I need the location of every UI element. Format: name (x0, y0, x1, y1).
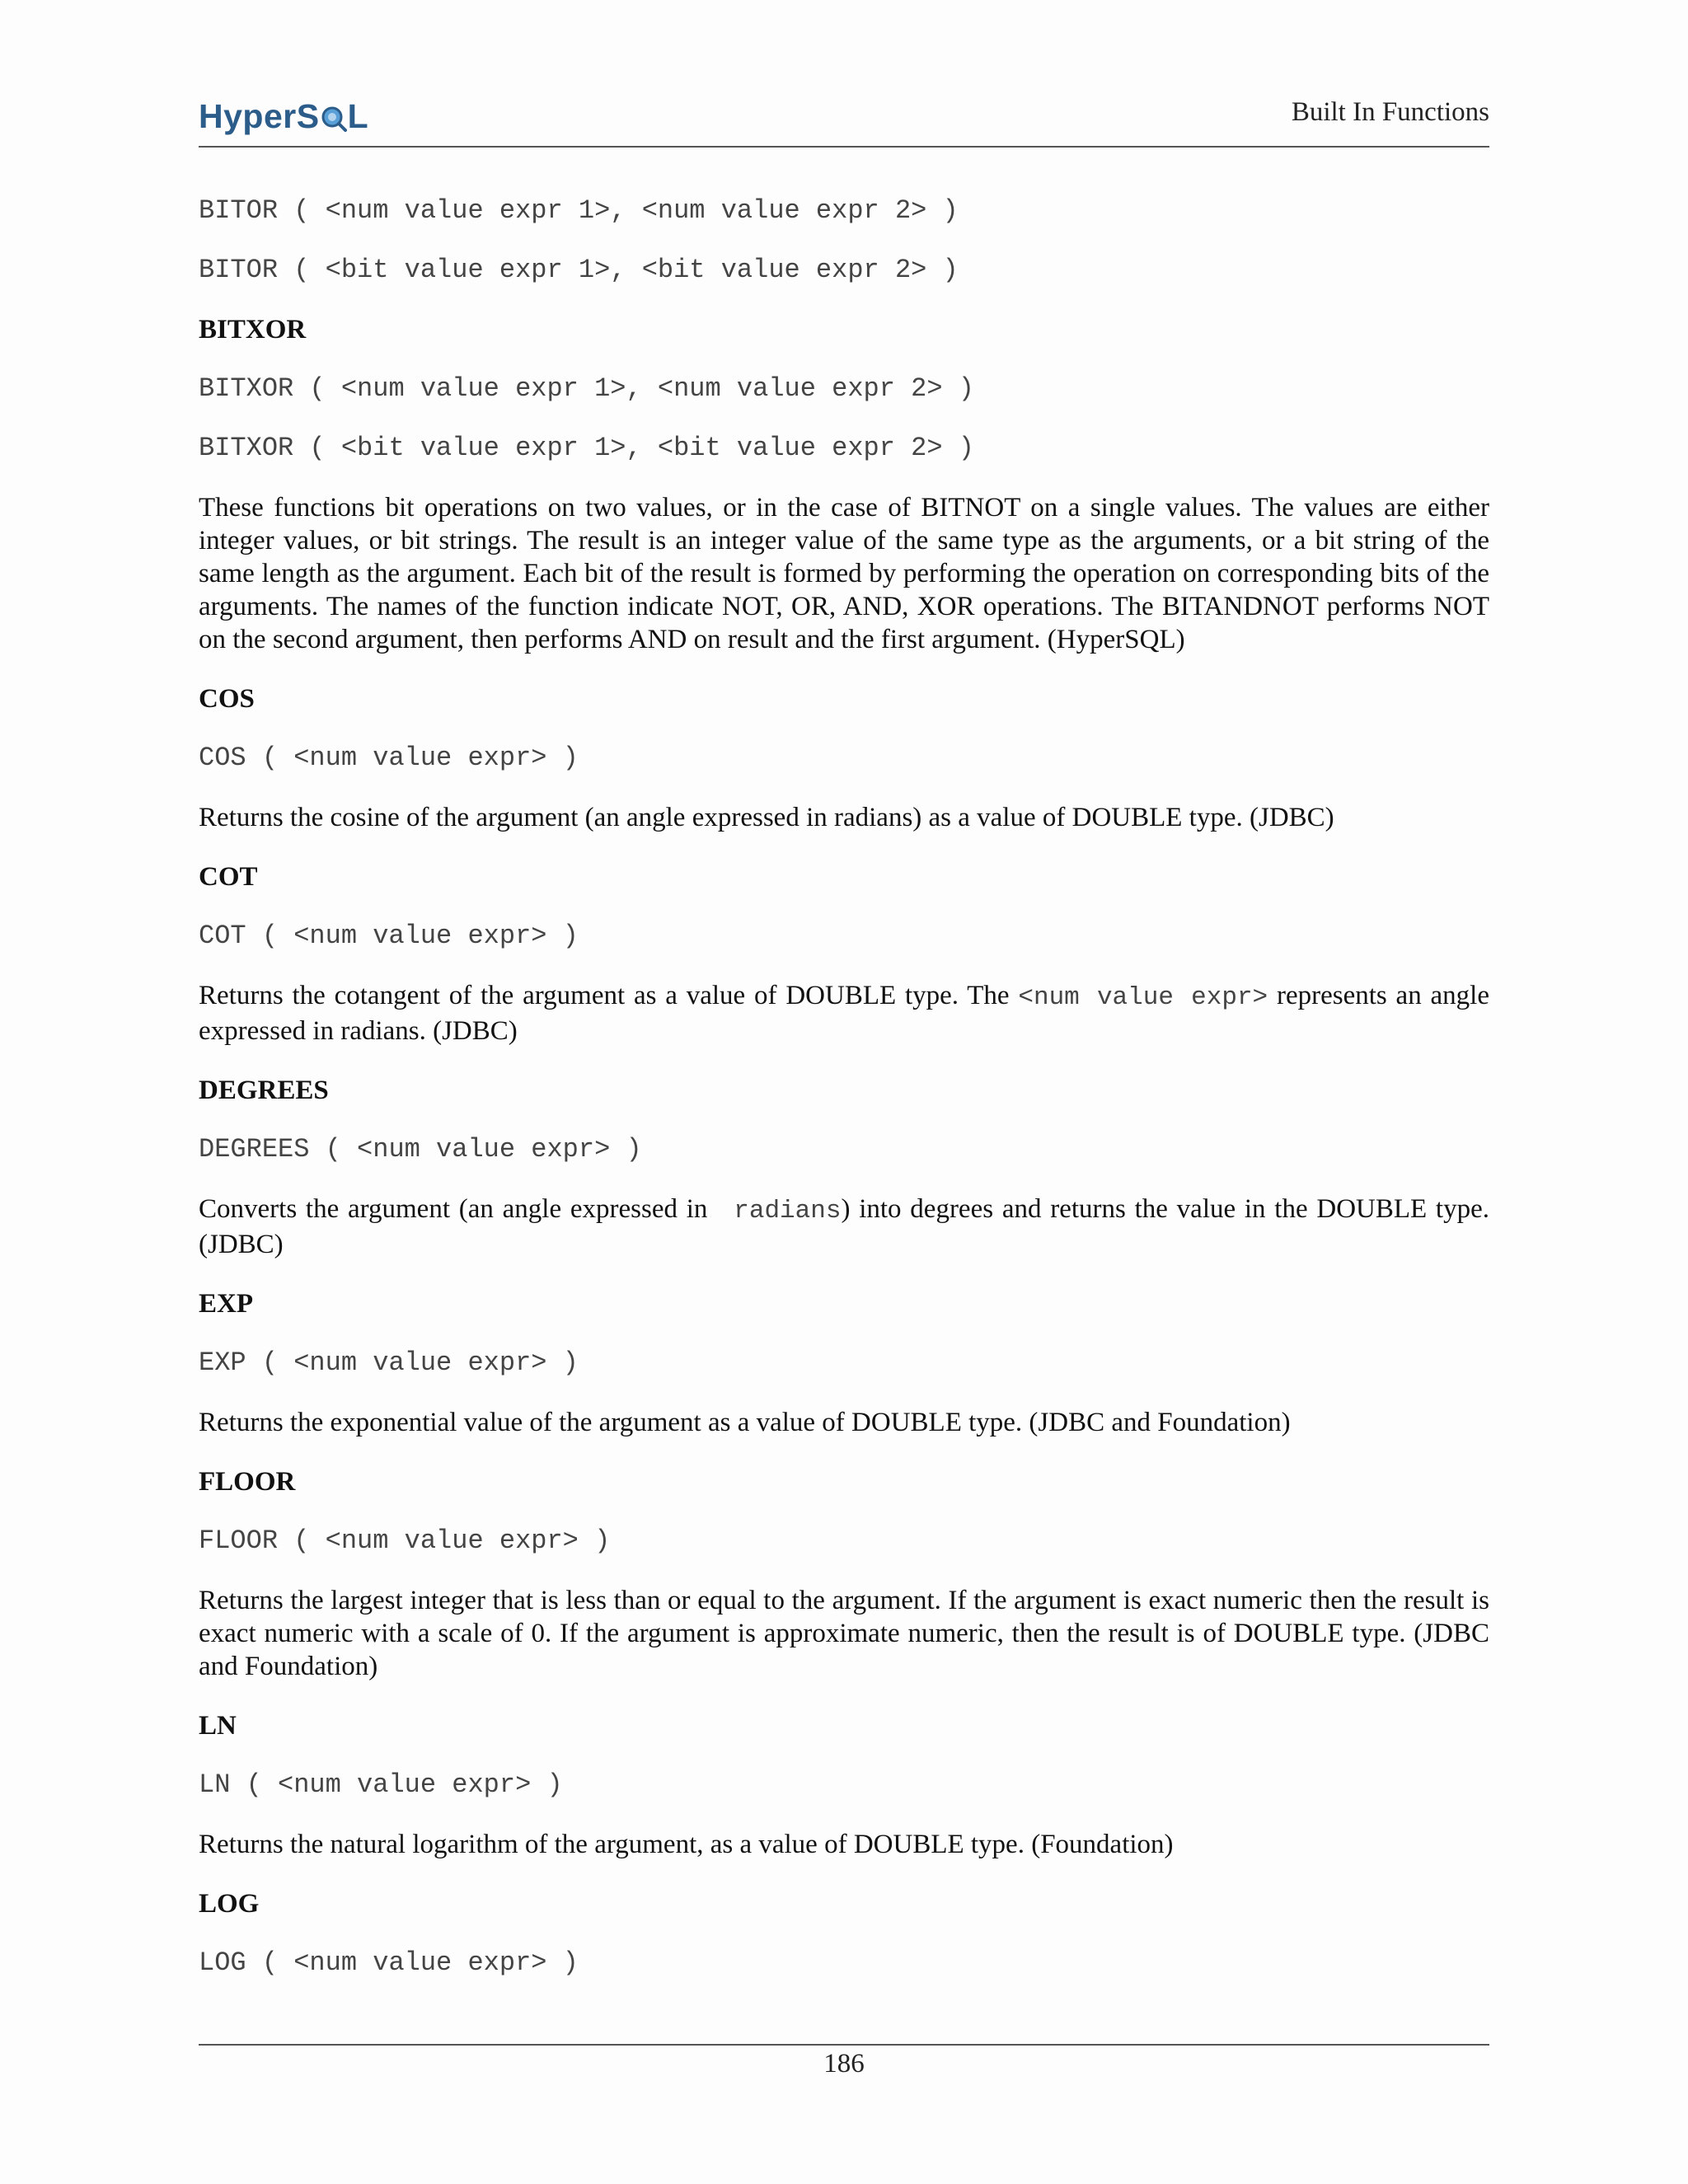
code-syntax: BITXOR ( <bit value expr 1>, <bit value expr 2> ) (199, 433, 974, 463)
inline-code: radians (716, 1197, 842, 1226)
function-heading: COS (199, 684, 255, 714)
page-number: 186 (823, 2049, 865, 2079)
description-paragraph: Returns the cosine of the argument (an angle expressed in radians) as a value of DOUBLE type. (JDBC) (199, 803, 1334, 832)
hypersql-logo (199, 97, 368, 136)
description-paragraph: Returns the largest integer that is less than or equal to the argument. If the argument is exact numeric then the result is exact numeric with a scale of 0. If the argument is approximate numeric, then the result is of DOUBLE type. (JDBC and Foundation) (199, 1586, 1489, 1681)
function-heading: LN (199, 1711, 237, 1741)
inline-code: <num value expr> (1018, 983, 1268, 1012)
code-syntax: BITOR ( <bit value expr 1>, <bit value expr 2> ) (199, 255, 959, 285)
code-syntax: EXP ( <num value expr> ) (199, 1347, 579, 1378)
function-heading: EXP (199, 1289, 253, 1319)
code-syntax: COS ( <num value expr> ) (199, 743, 579, 773)
description-paragraph (199, 979, 1489, 1047)
function-heading: FLOOR (199, 1467, 296, 1497)
logo-text-left: HyperS (199, 97, 320, 135)
code-syntax: LOG ( <num value expr> ) (199, 1947, 579, 1978)
function-heading: DEGREES (199, 1076, 329, 1105)
paragraph-text: Returns the cotangent of the argument as a value of DOUBLE type. The (199, 981, 1019, 1010)
logo-text-right: L (347, 97, 369, 135)
footer-divider (199, 2044, 1489, 2046)
function-heading: COT (199, 862, 258, 892)
magnifier-q-icon (321, 104, 347, 130)
code-syntax: FLOOR ( <num value expr> ) (199, 1526, 611, 1556)
paragraph-text: ) into degrees and returns the value in the DOUBLE type. (JDBC) (199, 1194, 1489, 1259)
code-syntax: LN ( <num value expr> ) (199, 1769, 563, 1800)
code-syntax: BITOR ( <num value expr 1>, <num value expr 2> ) (199, 195, 959, 226)
paragraph-text: Converts the argument (an angle expressed in (199, 1194, 717, 1224)
function-heading: BITXOR (199, 315, 307, 344)
code-syntax: COT ( <num value expr> ) (199, 921, 579, 951)
description-paragraph: These functions bit operations on two values, or in the case of BITNOT on a single values. The values are either integer values, or bit strings. The result is an integer value of the same type as the arguments, or a bit string of the same length as the argument. Each bit of the result is formed by performing the operation on corresponding bits of the arguments. The names of the function indicate NOT, OR, AND, XOR operations. The BITANDNOT performs NOT on the second argument, then performs AND on result and the first argument. (HyperSQL) (199, 493, 1489, 654)
paragraph-text: represents an angle expressed in radians. (JDBC) (199, 981, 1489, 1046)
page-content (199, 194, 1489, 2006)
code-syntax: BITXOR ( <num value expr 1>, <num value expr 2> ) (199, 373, 974, 404)
description-paragraph (199, 1193, 1489, 1261)
code-syntax: DEGREES ( <num value expr> ) (199, 1134, 642, 1165)
description-paragraph: Returns the exponential value of the argument as a value of DOUBLE type. (JDBC and Foundation) (199, 1408, 1291, 1437)
section-title: Built In Functions (1291, 97, 1489, 127)
description-paragraph: Returns the natural logarithm of the argument, as a value of DOUBLE type. (Foundation) (199, 1830, 1174, 1859)
page-header (199, 92, 1489, 148)
function-heading: LOG (199, 1889, 260, 1919)
header-divider (199, 146, 1489, 148)
